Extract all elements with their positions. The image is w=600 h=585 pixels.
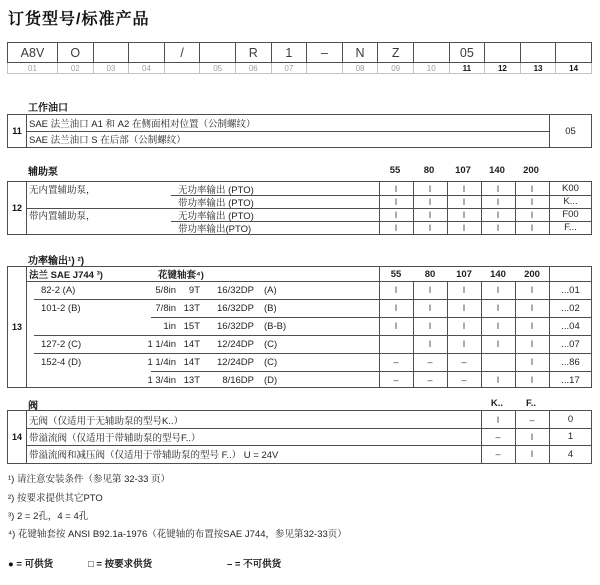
pto-option-label: 带功率输出 (PTO) — [178, 197, 254, 209]
valve-option-label: 带溢流阀和减压阀（仅适用于带辅助泵的型号 F..） U = 24V — [29, 450, 279, 461]
availability-mark: – — [529, 414, 535, 425]
order-code: ...17 — [561, 374, 580, 386]
legend-not-available: – = 不可供货 — [227, 559, 282, 570]
code-index: 14 — [569, 63, 579, 73]
availability-mark: l — [395, 285, 397, 295]
order-code-index-row — [7, 63, 592, 74]
page-title: 订货型号/标准产品 — [8, 11, 150, 28]
spline-teeth: 9T — [188, 284, 200, 296]
availability-mark: l — [497, 303, 499, 313]
availability-mark: l — [497, 196, 499, 207]
size-header: 200 — [524, 269, 540, 280]
order-code: 4 — [567, 448, 574, 460]
availability-mark: l — [395, 196, 397, 207]
availability-mark — [481, 353, 515, 371]
size-header: 140 — [490, 269, 506, 280]
spline-teeth: 14T — [183, 338, 200, 350]
pump-group-label: 无内置辅助泵， — [29, 184, 96, 196]
availability-mark: l — [531, 183, 533, 194]
availability-mark: l — [429, 209, 431, 220]
footnote-4: ⁴) 花键轴套按 ANSI B92.1a-1976（花键轴的布置按SAE J744，参见第32-33页） — [8, 529, 347, 540]
code-index: 02 — [58, 63, 94, 73]
code-index: 03 — [94, 63, 130, 73]
availability-mark: l — [531, 303, 533, 313]
code-index: 12 — [485, 63, 521, 73]
order-code: F... — [564, 222, 577, 233]
availability-mark: l — [463, 285, 465, 295]
footnote-3: ³) 2 = 2孔，4 = 4孔 — [8, 511, 89, 522]
spline-teeth: 14T — [183, 356, 200, 368]
spline-key: (B-B) — [264, 320, 287, 332]
size-header: 107 — [455, 164, 471, 176]
aux-pump-table — [7, 181, 592, 235]
flange-value: 152-4 (D) — [41, 356, 82, 368]
code-cell — [414, 43, 450, 62]
legend-available: ● = 可供货 — [8, 559, 54, 570]
availability-mark: l — [463, 222, 465, 233]
availability-mark: – — [393, 357, 399, 367]
availability-mark: l — [531, 209, 533, 220]
spline-key: (C) — [264, 338, 278, 350]
code-cell — [521, 43, 557, 62]
section-label-aux-pump: 辅助泵 — [28, 167, 58, 178]
code-cell: / — [165, 43, 201, 62]
spline-pitch: 8/16DP — [222, 374, 254, 386]
valve-col-header: K.. — [490, 397, 504, 409]
availability-mark — [379, 335, 413, 353]
order-code: ...86 — [561, 356, 580, 368]
availability-mark: – — [427, 357, 433, 367]
code-index: 09 — [378, 63, 414, 73]
availability-mark: l — [429, 303, 431, 313]
size-header: 80 — [424, 269, 436, 280]
spline-header: 花键轴套⁴) — [158, 270, 204, 281]
code-index: 01 — [8, 63, 58, 73]
availability-mark: – — [495, 431, 501, 442]
availability-mark: l — [395, 183, 397, 194]
code-cell — [94, 43, 130, 62]
availability-mark: l — [429, 321, 431, 331]
availability-mark: l — [531, 222, 533, 233]
availability-mark: – — [393, 375, 399, 385]
spline-teeth: 13T — [183, 374, 200, 386]
working-ports-table — [7, 114, 592, 148]
spline-key: (B) — [264, 302, 277, 314]
pto-option-label: 带功率输出(PTO) — [178, 223, 252, 235]
availability-mark: l — [531, 431, 533, 442]
spline-key: (A) — [264, 284, 277, 296]
availability-mark: l — [463, 303, 465, 313]
availability-mark: l — [429, 196, 431, 207]
availability-mark: l — [497, 339, 499, 349]
row-number: 13 — [11, 322, 22, 332]
availability-mark: – — [427, 375, 433, 385]
size-header: 107 — [456, 269, 472, 280]
legend-on-request: □ = 按要求供货 — [88, 559, 153, 570]
valve-option-label: 无阀（仅适用于无辅助泵的型号K..） — [29, 415, 184, 427]
size-header: 55 — [390, 269, 402, 280]
on-request-square-icon: □ — [88, 559, 94, 570]
code-index: 11 — [450, 63, 486, 73]
availability-mark: l — [497, 209, 499, 220]
spline-pitch: 16/32DP — [217, 320, 254, 332]
footnote-1: ¹) 请注意安装条件（参见第 32-33 页） — [8, 474, 171, 485]
order-code: ...07 — [561, 338, 580, 350]
spline-teeth: 15T — [183, 320, 200, 332]
code-cell: O — [58, 43, 94, 62]
availability-mark: l — [531, 357, 533, 367]
availability-mark: l — [463, 321, 465, 331]
spline-size: 1in — [163, 320, 176, 332]
code-index — [165, 63, 201, 73]
code-index: 05 — [200, 63, 236, 73]
row-number: 12 — [11, 203, 22, 213]
code-cell: 1 — [272, 43, 308, 62]
section-label-working-ports: 工作油口 — [28, 103, 68, 114]
flange-value: 82-2 (A) — [41, 284, 76, 296]
availability-mark: l — [429, 285, 431, 295]
code-index: 10 — [414, 63, 450, 73]
spline-size: 1 1/4in — [147, 338, 176, 350]
availability-mark: l — [463, 339, 465, 349]
spline-size: 1 3/4in — [147, 374, 176, 386]
availability-mark: l — [531, 285, 533, 295]
spline-size: 7/8in — [155, 302, 176, 314]
order-code: K... — [563, 196, 578, 207]
availability-mark: l — [497, 285, 499, 295]
pto-option-label: 无功率输出 (PTO) — [178, 210, 254, 222]
availability-mark: l — [395, 222, 397, 233]
spline-key: (C) — [264, 356, 278, 368]
code-cell — [485, 43, 521, 62]
spline-pitch: 16/32DP — [217, 302, 254, 314]
pto-option-label: 无功率输出 (PTO) — [178, 184, 254, 196]
size-header: 80 — [423, 164, 435, 176]
availability-mark: l — [531, 321, 533, 331]
availability-mark: l — [395, 209, 397, 220]
code-cell: Z — [378, 43, 414, 62]
availability-mark: l — [497, 222, 499, 233]
availability-mark: l — [463, 183, 465, 194]
code-index — [307, 63, 343, 73]
order-code: K00 — [562, 183, 579, 194]
code-cell: – — [307, 43, 343, 62]
spline-size: 1 1/4in — [147, 356, 176, 368]
spline-key: (D) — [264, 374, 278, 386]
availability-mark: l — [429, 339, 431, 349]
spline-pitch: 12/24DP — [217, 338, 254, 350]
pump-group-label: 带内置辅助泵， — [29, 210, 96, 222]
valve-table — [7, 410, 592, 464]
power-output-table — [7, 266, 592, 388]
not-available-dash-icon: – — [227, 559, 233, 570]
code-cell: 05 — [450, 43, 486, 62]
availability-mark: l — [497, 183, 499, 194]
availability-mark: l — [429, 222, 431, 233]
availability-mark: l — [463, 196, 465, 207]
availability-mark: l — [395, 303, 397, 313]
order-code: ...04 — [561, 320, 580, 332]
order-code-row — [7, 42, 592, 63]
availability-mark: l — [531, 339, 533, 349]
order-code: 05 — [565, 125, 576, 137]
code-cell — [200, 43, 236, 62]
availability-mark: l — [497, 414, 499, 425]
code-cell — [556, 43, 591, 62]
footnote-2: ²) 按要求提供其它PTO — [8, 493, 103, 504]
flange-value: 127-2 (C) — [41, 338, 82, 350]
code-index: 13 — [521, 63, 557, 73]
available-dot-icon: ● — [8, 559, 14, 570]
availability-mark: l — [531, 196, 533, 207]
row-number: 11 — [12, 126, 22, 136]
code-index: 04 — [129, 63, 165, 73]
section-label-power-output: 功率输出¹) ²) — [28, 256, 85, 267]
spline-teeth: 13T — [183, 302, 200, 314]
availability-mark: l — [497, 321, 499, 331]
valve-col-header: F.. — [525, 397, 537, 409]
spline-pitch: 12/24DP — [217, 356, 254, 368]
availability-mark: l — [497, 375, 499, 385]
size-header: 140 — [489, 164, 505, 176]
port-option-line: SAE 法兰油口 S 在后部（公制螺纹） — [29, 135, 186, 146]
code-index: 06 — [236, 63, 272, 73]
port-option-line: SAE 法兰油口 A1 和 A2 在侧面相对位置（公制螺纹） — [29, 119, 256, 130]
order-code: ...01 — [561, 284, 580, 296]
row-number: 14 — [11, 432, 22, 442]
availability-mark: l — [531, 375, 533, 385]
size-header: 55 — [389, 164, 401, 176]
code-cell: N — [343, 43, 379, 62]
code-index: 07 — [272, 63, 308, 73]
availability-mark: l — [531, 449, 533, 459]
availability-mark: l — [463, 209, 465, 220]
spline-pitch: 16/32DP — [217, 284, 254, 296]
availability-mark: – — [495, 449, 501, 459]
valve-option-label: 带溢流阀（仅适用于带辅助泵的型号F..） — [29, 432, 201, 444]
size-header: 200 — [523, 164, 539, 176]
code-index: 08 — [343, 63, 379, 73]
code-cell: A8V — [8, 43, 58, 62]
code-cell: R — [236, 43, 272, 62]
order-code: 0 — [567, 414, 574, 425]
flange-value: 101-2 (B) — [41, 302, 81, 314]
availability-mark: – — [461, 375, 467, 385]
availability-mark: – — [461, 357, 467, 367]
availability-mark: l — [395, 321, 397, 331]
order-code: 1 — [567, 431, 574, 442]
order-code: ...02 — [561, 302, 580, 314]
code-cell — [129, 43, 165, 62]
spline-size: 5/8in — [155, 284, 176, 296]
section-label-valve: 阀 — [28, 401, 38, 412]
availability-mark: l — [429, 183, 431, 194]
order-code: F00 — [562, 209, 579, 220]
flange-header: 法兰 SAE J744 ³) — [29, 270, 103, 281]
